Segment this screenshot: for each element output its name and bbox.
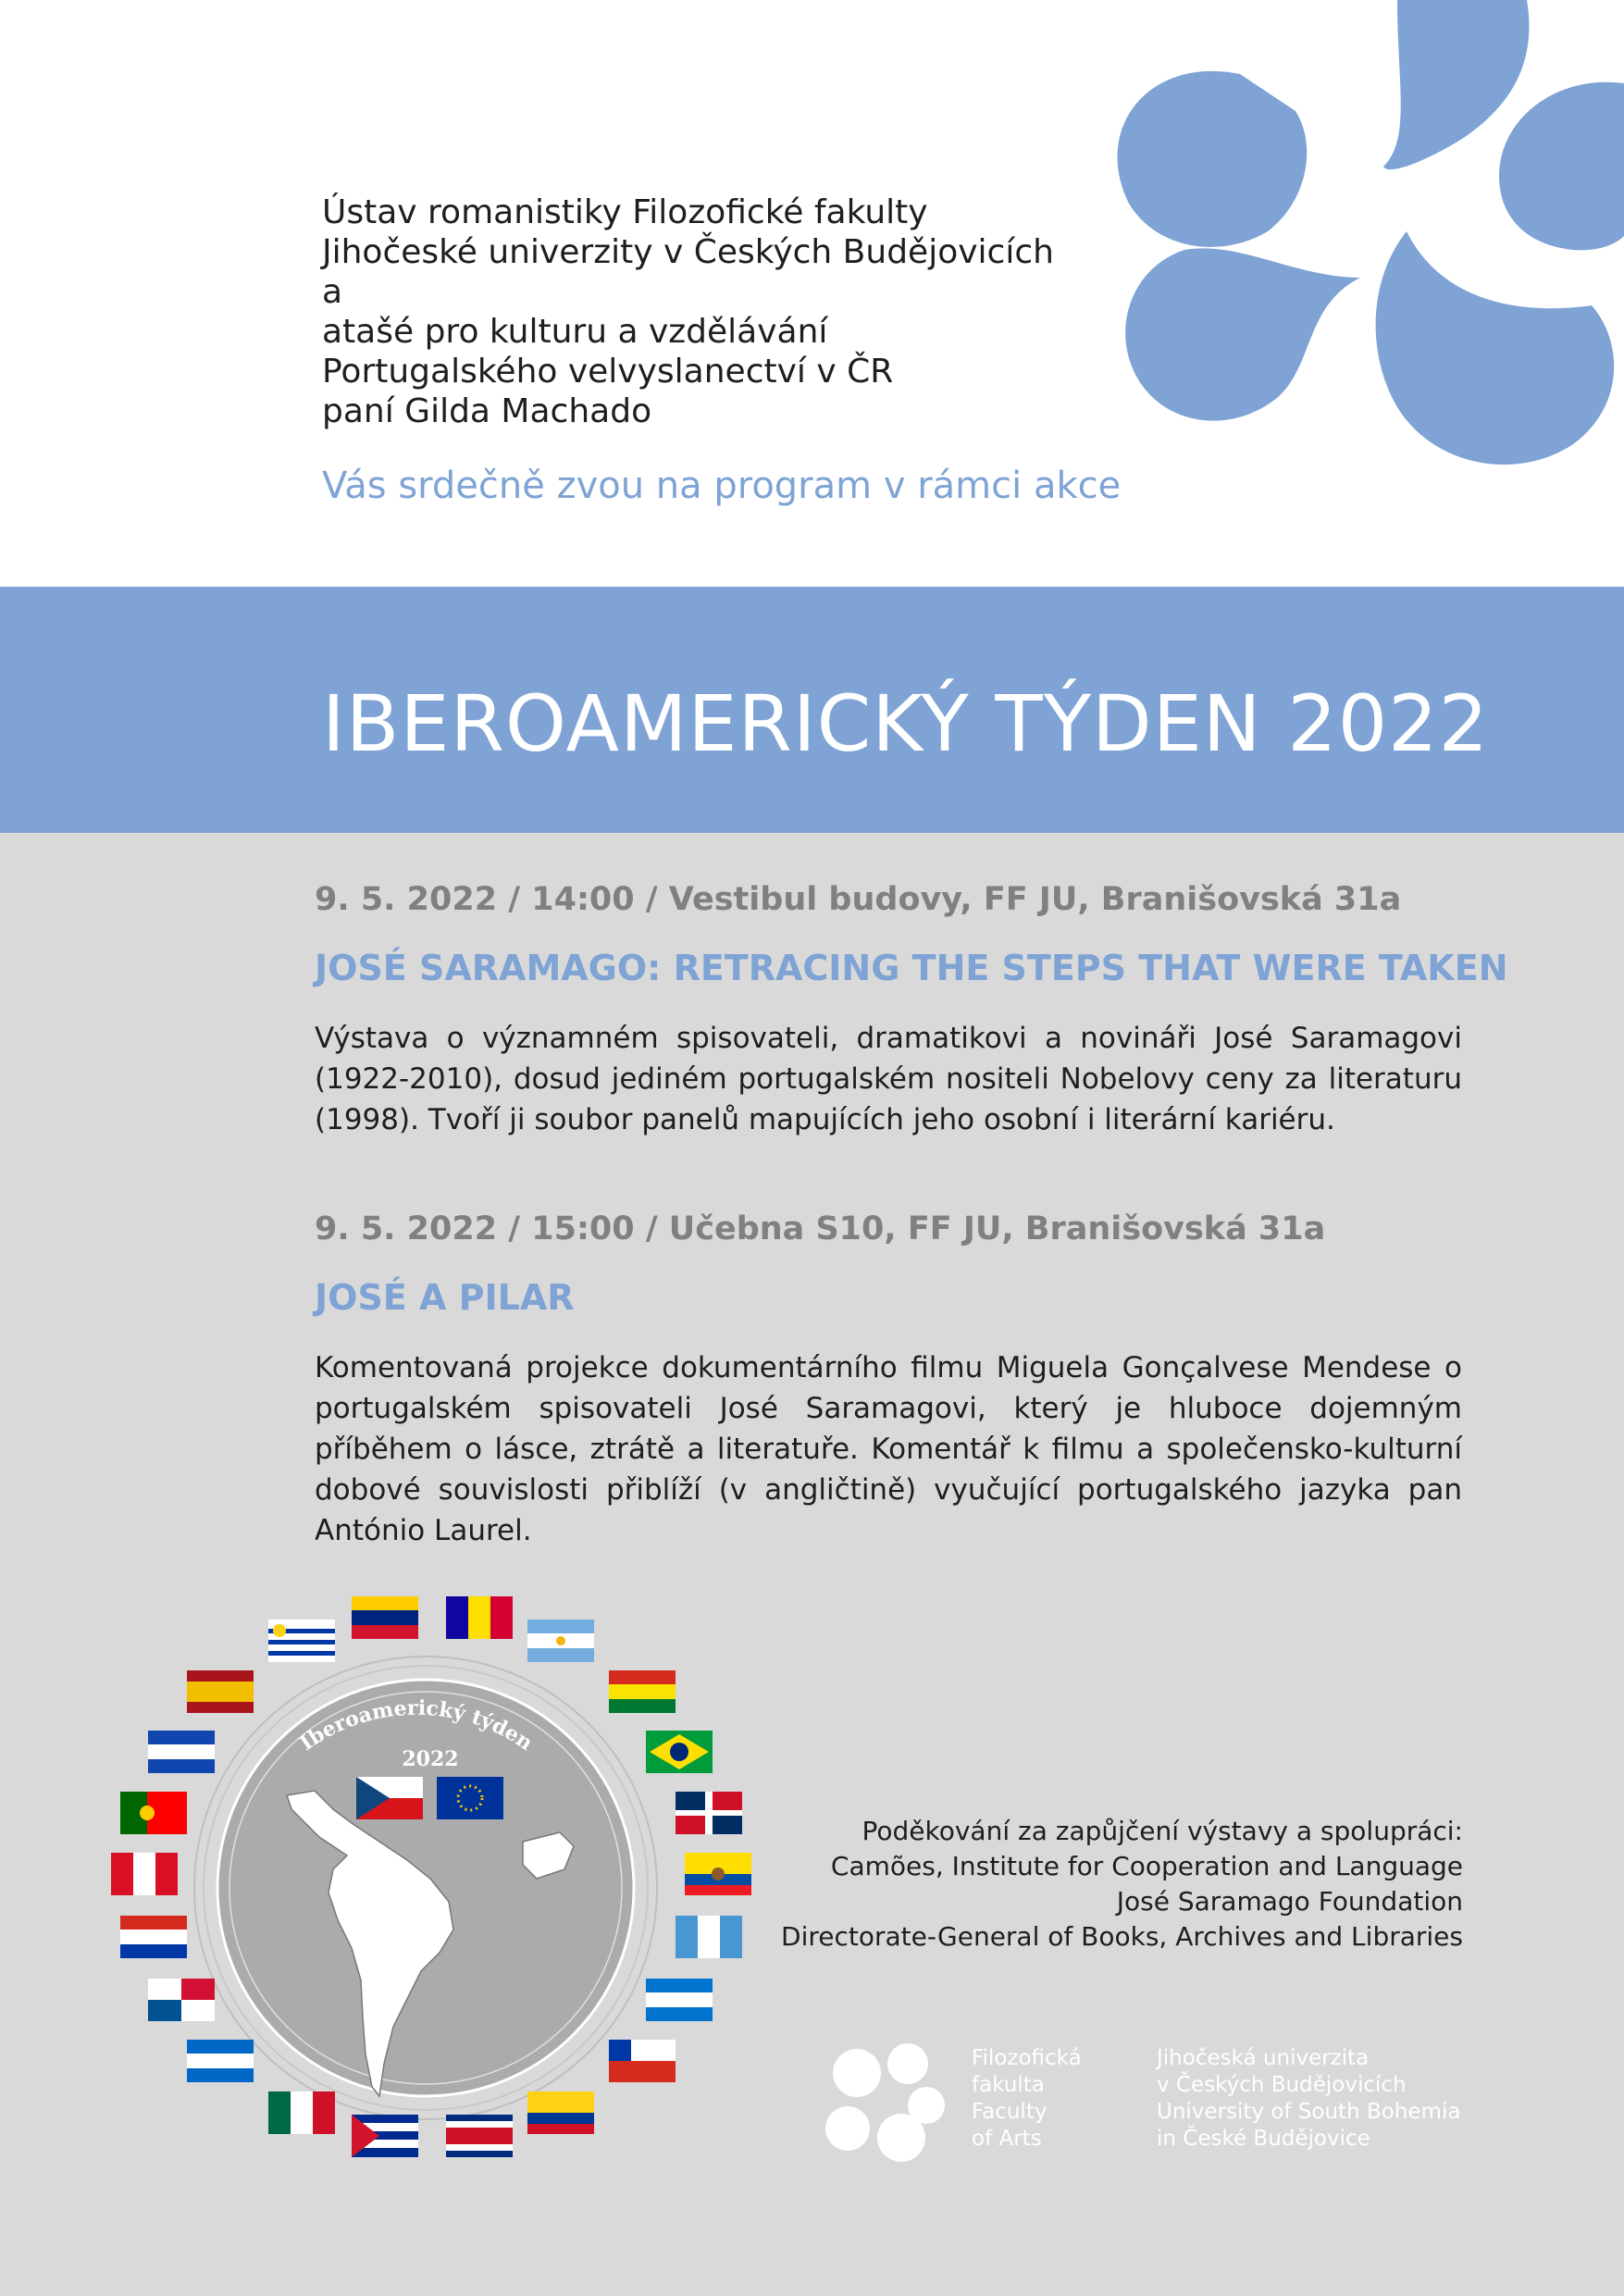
event-title: IBEROAMERICKÝ TÝDEN 2022 xyxy=(322,678,1490,769)
university-line: University of South Bohemia xyxy=(1157,2100,1461,2124)
faculty-logo-text xyxy=(972,2045,1082,2153)
czech-flag-icon xyxy=(356,1777,423,1819)
colombia-flag-icon xyxy=(527,2091,594,2134)
paraguay-flag-icon xyxy=(120,1916,187,1958)
andorra-flag-icon xyxy=(446,1596,513,1639)
argentina-flag-icon xyxy=(527,1620,594,1662)
thanks-line: Camões, Institute for Cooperation and Language xyxy=(830,1851,1463,1881)
costa-rica-flag-icon xyxy=(446,2115,513,2157)
nicaragua-flag-icon xyxy=(187,2040,254,2082)
acknowledgements xyxy=(781,1814,1463,1955)
university-petal-logo xyxy=(1092,0,1624,481)
faculty-line: Filozofická xyxy=(972,2046,1082,2070)
organizer-line: a xyxy=(322,273,343,311)
cuba-flag-icon xyxy=(352,2115,418,2157)
event-1-title: JOSÉ SARAMAGO: RETRACING THE STEPS THAT WERE TAKEN xyxy=(315,948,1508,988)
university-logo-text xyxy=(1157,2045,1460,2153)
university-line: in České Budějovice xyxy=(1157,2127,1370,2151)
honduras-flag-icon xyxy=(646,1979,713,2021)
mexico-flag-icon xyxy=(268,2091,335,2134)
event-2-title: JOSÉ A PILAR xyxy=(315,1277,575,1318)
thanks-line: José Saramago Foundation xyxy=(1116,1886,1463,1917)
faculty-line: Faculty xyxy=(972,2100,1048,2124)
organizers xyxy=(322,192,1054,431)
event-1-description: Výstava o významném spisovateli, dramatikovi a novináři José Saramagovi (1922-2010), dosud jediném portugalském nositeli Nobelovy ceny za literaturu (1998). Tvoří ji soubor panelů mapujících jeho osobní i literární kariéru. xyxy=(315,1022,1462,1136)
organizer-line: Ústav romanistiky Filozofické fakulty xyxy=(322,193,928,231)
emblem-year: 2022 xyxy=(402,1747,459,1771)
organizer-line: paní Gilda Machado xyxy=(322,392,652,430)
brazil-flag-icon xyxy=(646,1731,713,1773)
university-line: v Českých Budějovicích xyxy=(1157,2073,1407,2097)
event-2-description: Komentovaná projekce dokumentárního filmu Miguela Gonçalvese Mendese o portugalském spisovateli José Saramagovi, který je hluboce dojemným příběhem o lásce, ztrátě a literatuře. Komentář k filmu a společensko-kulturní dobové souvislosti přiblíží (v angličtině) vyučující portugalského jazyka pan António Laurel. xyxy=(315,1351,1462,1547)
venezuela-flag-icon xyxy=(352,1596,418,1639)
guatemala-flag-icon xyxy=(676,1916,742,1958)
organizer-line: Portugalského velvyslanectví v ČR xyxy=(322,353,894,391)
event-2-meta: 9. 5. 2022 / 15:00 / Učebna S10, FF JU, Branišovská 31a xyxy=(315,1210,1326,1247)
university-line: Jihočeská univerzita xyxy=(1157,2046,1370,2070)
bolivia-flag-icon xyxy=(609,1670,676,1713)
invitation-text: Vás srdečně zvou na program v rámci akce xyxy=(322,465,1122,507)
dominican-republic-flag-icon xyxy=(676,1792,742,1834)
uruguay-flag-icon xyxy=(268,1620,335,1662)
ecuador-flag-icon xyxy=(685,1853,751,1895)
faculty-line: of Arts xyxy=(972,2127,1042,2151)
iberoamerican-emblem xyxy=(102,1582,777,2175)
organizer-line: atašé pro kulturu a vzdělávání xyxy=(322,313,828,351)
faculty-logo-icon xyxy=(820,2036,949,2166)
thanks-line: Poděkování za zapůjčení výstavy a spolupráci: xyxy=(862,1816,1463,1846)
portugal-flag-icon xyxy=(120,1792,187,1834)
header-section xyxy=(0,0,1624,587)
emblem-title: Iberoamerický týden xyxy=(295,1695,538,1756)
thanks-line: Directorate-General of Books, Archives and Libraries xyxy=(781,1921,1463,1952)
spain-flag-icon xyxy=(187,1670,254,1713)
panama-flag-icon xyxy=(148,1979,215,2021)
chile-flag-icon xyxy=(609,2040,676,2082)
organizer-line: Jihočeské univerzity v Českých Budějovicích xyxy=(322,233,1054,271)
event-1-meta: 9. 5. 2022 / 14:00 / Vestibul budovy, FF JU, Branišovská 31a xyxy=(315,881,1402,918)
faculty-line: fakulta xyxy=(972,2073,1045,2097)
el-salvador-flag-icon xyxy=(148,1731,215,1773)
eu-flag-icon xyxy=(437,1777,503,1819)
peru-flag-icon xyxy=(111,1853,178,1895)
